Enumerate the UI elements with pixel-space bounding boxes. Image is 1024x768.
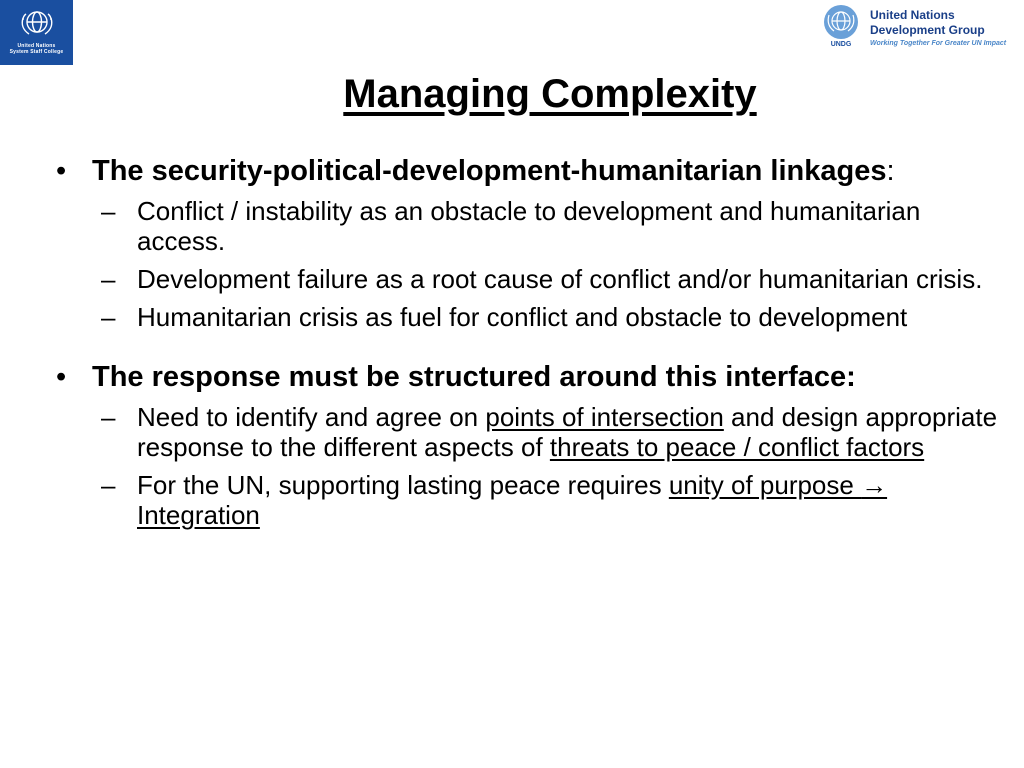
sub-bullet-dash: – [101, 402, 116, 432]
un-globe-icon [17, 6, 57, 40]
sub-bullet-item: – For the UN, supporting lasting peace requires unity of purpose → Integration [101, 470, 888, 530]
logo-caption: United Nations System Staff College [9, 43, 64, 55]
sub-bullet-dash: – [101, 302, 116, 332]
sub-bullet-item: – Need to identify and agree on points of intersection and design appropriate response to the different aspects of threats to peace / conflict factors [101, 402, 998, 462]
sub-bullet-dash: – [101, 470, 116, 500]
underlined-term: points of intersection [485, 402, 724, 432]
arrow-right-icon: → [861, 470, 888, 500]
bullet-item: • The response must be structured around this interface: [56, 361, 856, 393]
undg-name-line1: United Nations [870, 8, 955, 22]
unssc-logo [0, 0, 73, 65]
sub-bullet-dash: – [101, 264, 116, 294]
undg-logo [818, 4, 1018, 56]
underlined-term: threats to peace / conflict factors [549, 432, 925, 462]
bullet-item: • The security-political-development-humanitarian linkages: [56, 155, 895, 187]
bullet-dot: • [56, 361, 67, 393]
undg-name-line2: Development Group [870, 23, 985, 37]
undg-abbr: UNDG [830, 41, 852, 48]
un-emblem-icon [821, 4, 861, 40]
sub-bullet-item: – Conflict / instability as an obstacle to development and humanitarian access. [101, 196, 921, 256]
underlined-term: unity of purpose → Integration [137, 470, 888, 530]
sub-bullet-item: – Humanitarian crisis as fuel for conflict and obstacle to development [101, 302, 908, 332]
slide-title: Managing Complexity [343, 72, 757, 116]
undg-tagline: Working Together For Greater UN Impact [870, 40, 1007, 47]
sub-bullet-item: – Development failure as a root cause of conflict and/or humanitarian crisis. [101, 264, 983, 294]
slide-body [56, 154, 1006, 530]
bullet-dot: • [56, 155, 67, 187]
sub-bullet-dash: – [101, 196, 116, 226]
